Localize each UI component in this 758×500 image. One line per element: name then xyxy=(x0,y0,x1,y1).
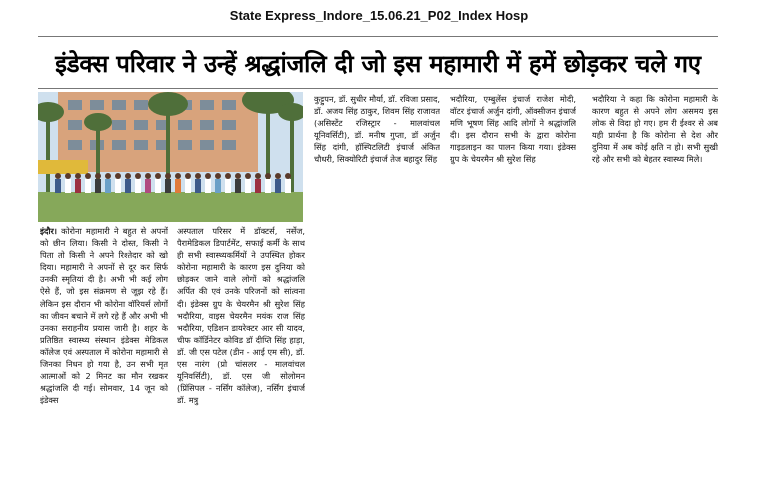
article-text-1: कोरोना महामारी ने बहुत से अपनों को छीन लिया। किसी ने दोस्त, किसी ने पिता तो किसी ने अपने रिश्तेदार को खो दिया। महामारी ने अपनों से दूर कर सिर्फ उनकी स्मृतियां दी है। अभी भी कई लोग ऐसे हैं, जो इस संक्रमण से जूझ रहे हैं। लेकिन इस दौरान भी कोरोना वॉरियर्स लोगों का जीवन बचाने में लगे रहे हैं और अभी भी उनका सराहनीय प्रयास जारी है। शहर के प्रतिष्ठित स्वास्थ्य संस्थान इंडेक्स मेडिकल कॉलेज एवं अस्पताल में कोरोना महामारी से जिनका निधन हो गया है, उन सभी मृत आत्माओं को 2 मिनट का मौन रखकर श्रद्धांजलि दी गई। सोमवार, 14 जून को इंडेक्स xyxy=(40,226,168,406)
article-column-2: अस्पताल परिसर में डॉक्टर्स, नर्सेज, पैरामेडिकल डिपार्टमेंट, सफाई कर्मी के साथ ही सभी स्वास्थ्यकर्मियों ने उपस्थित होकर कोरोना महामारी के कारण इस दुनिया को छोड़कर जाने वाले लोगों को श्रद्धांजलि अर्पित की एवं उनके परिजनों को सांत्वना दी। इंडेक्स ग्रुप के चेयरमैन श्री सुरेश सिंह भदौरिया, वाइस चेयरमैन मयंक राज सिंह भदौरिया, एडिशन डायरेक्टर आर सी यादव, चीफ कॉर्डिनेटर कोविड डॉ दीप्ति सिंह हाड़ा, डॉ. जी एस पटेल (डीन - आई एम सी), डॉ. एस नारंग (प्रो चांसलर - मालवांचल यूनिवर्सिटी), डॉ. एस जी सोलोमन (प्रिंसिपल - नर्सिंग कॉलेज), नर्सिंग इंचार्ज डॉ. मत्रु xyxy=(177,226,305,406)
group-photo-illustration xyxy=(38,92,303,222)
headline-rule xyxy=(38,88,718,89)
top-rule xyxy=(38,36,718,37)
headline: इंडेक्स परिवार ने उन्हें श्रद्धांजलि दी जो इस महामारी में हमें छोड़कर चले गए xyxy=(55,50,701,78)
dateline: इंदौर। xyxy=(40,226,57,236)
article-column-3: कुट्टुपन, डॉ. सुधीर मौर्या, डॉ. रविजा प्रसाद, डॉ. अजय सिंह ठाकुर, शिवम सिंह राजावत (असिस्टेंट रजिस्ट्रार - मालवांचल यूनिवर्सिटी), डॉ. मनीष गुप्ता, डॉ अर्जुन सिंह दांगी, हॉस्पिटलिटी इंचार्ज अंकित चौधरी, सिक्योरिटी इंचार्ज तेज बहादुर सिंह xyxy=(314,94,440,165)
group-photo xyxy=(38,92,303,222)
article-column-4: भदौरिया, एम्बुलेंस इंचार्ज राजेश मोदी, वॉटर इंचार्ज अर्जुन दांगी, ऑक्सीजन इंचार्ज मणि भूषण सिंह आदि लोगों ने श्रद्धांजलि दी। इस दौरान सभी के द्वारा कोरोना गाइडलाइन का पालन किया गया। इंडेक्स ग्रुप के चेयरमैन श्री सुरेश सिंह xyxy=(450,94,576,165)
article-column-5: भदौरिया ने कहा कि कोरोना महामारी के कारण बहुत से अपने लोग असमय इस लोक से विदा हो गए। हम री ईश्वर से अब यही प्रार्थना है कि कोरोना से देश और दुनिया में अब कोई क्षति न हो। सभी सुखी रहे और सभी को बेहतर स्वास्थ्य मिले। xyxy=(592,94,718,165)
clipping-caption: State Express_Indore_15.06.21_P02_Index Hosp xyxy=(229,8,529,23)
article-column-1 xyxy=(40,225,168,465)
